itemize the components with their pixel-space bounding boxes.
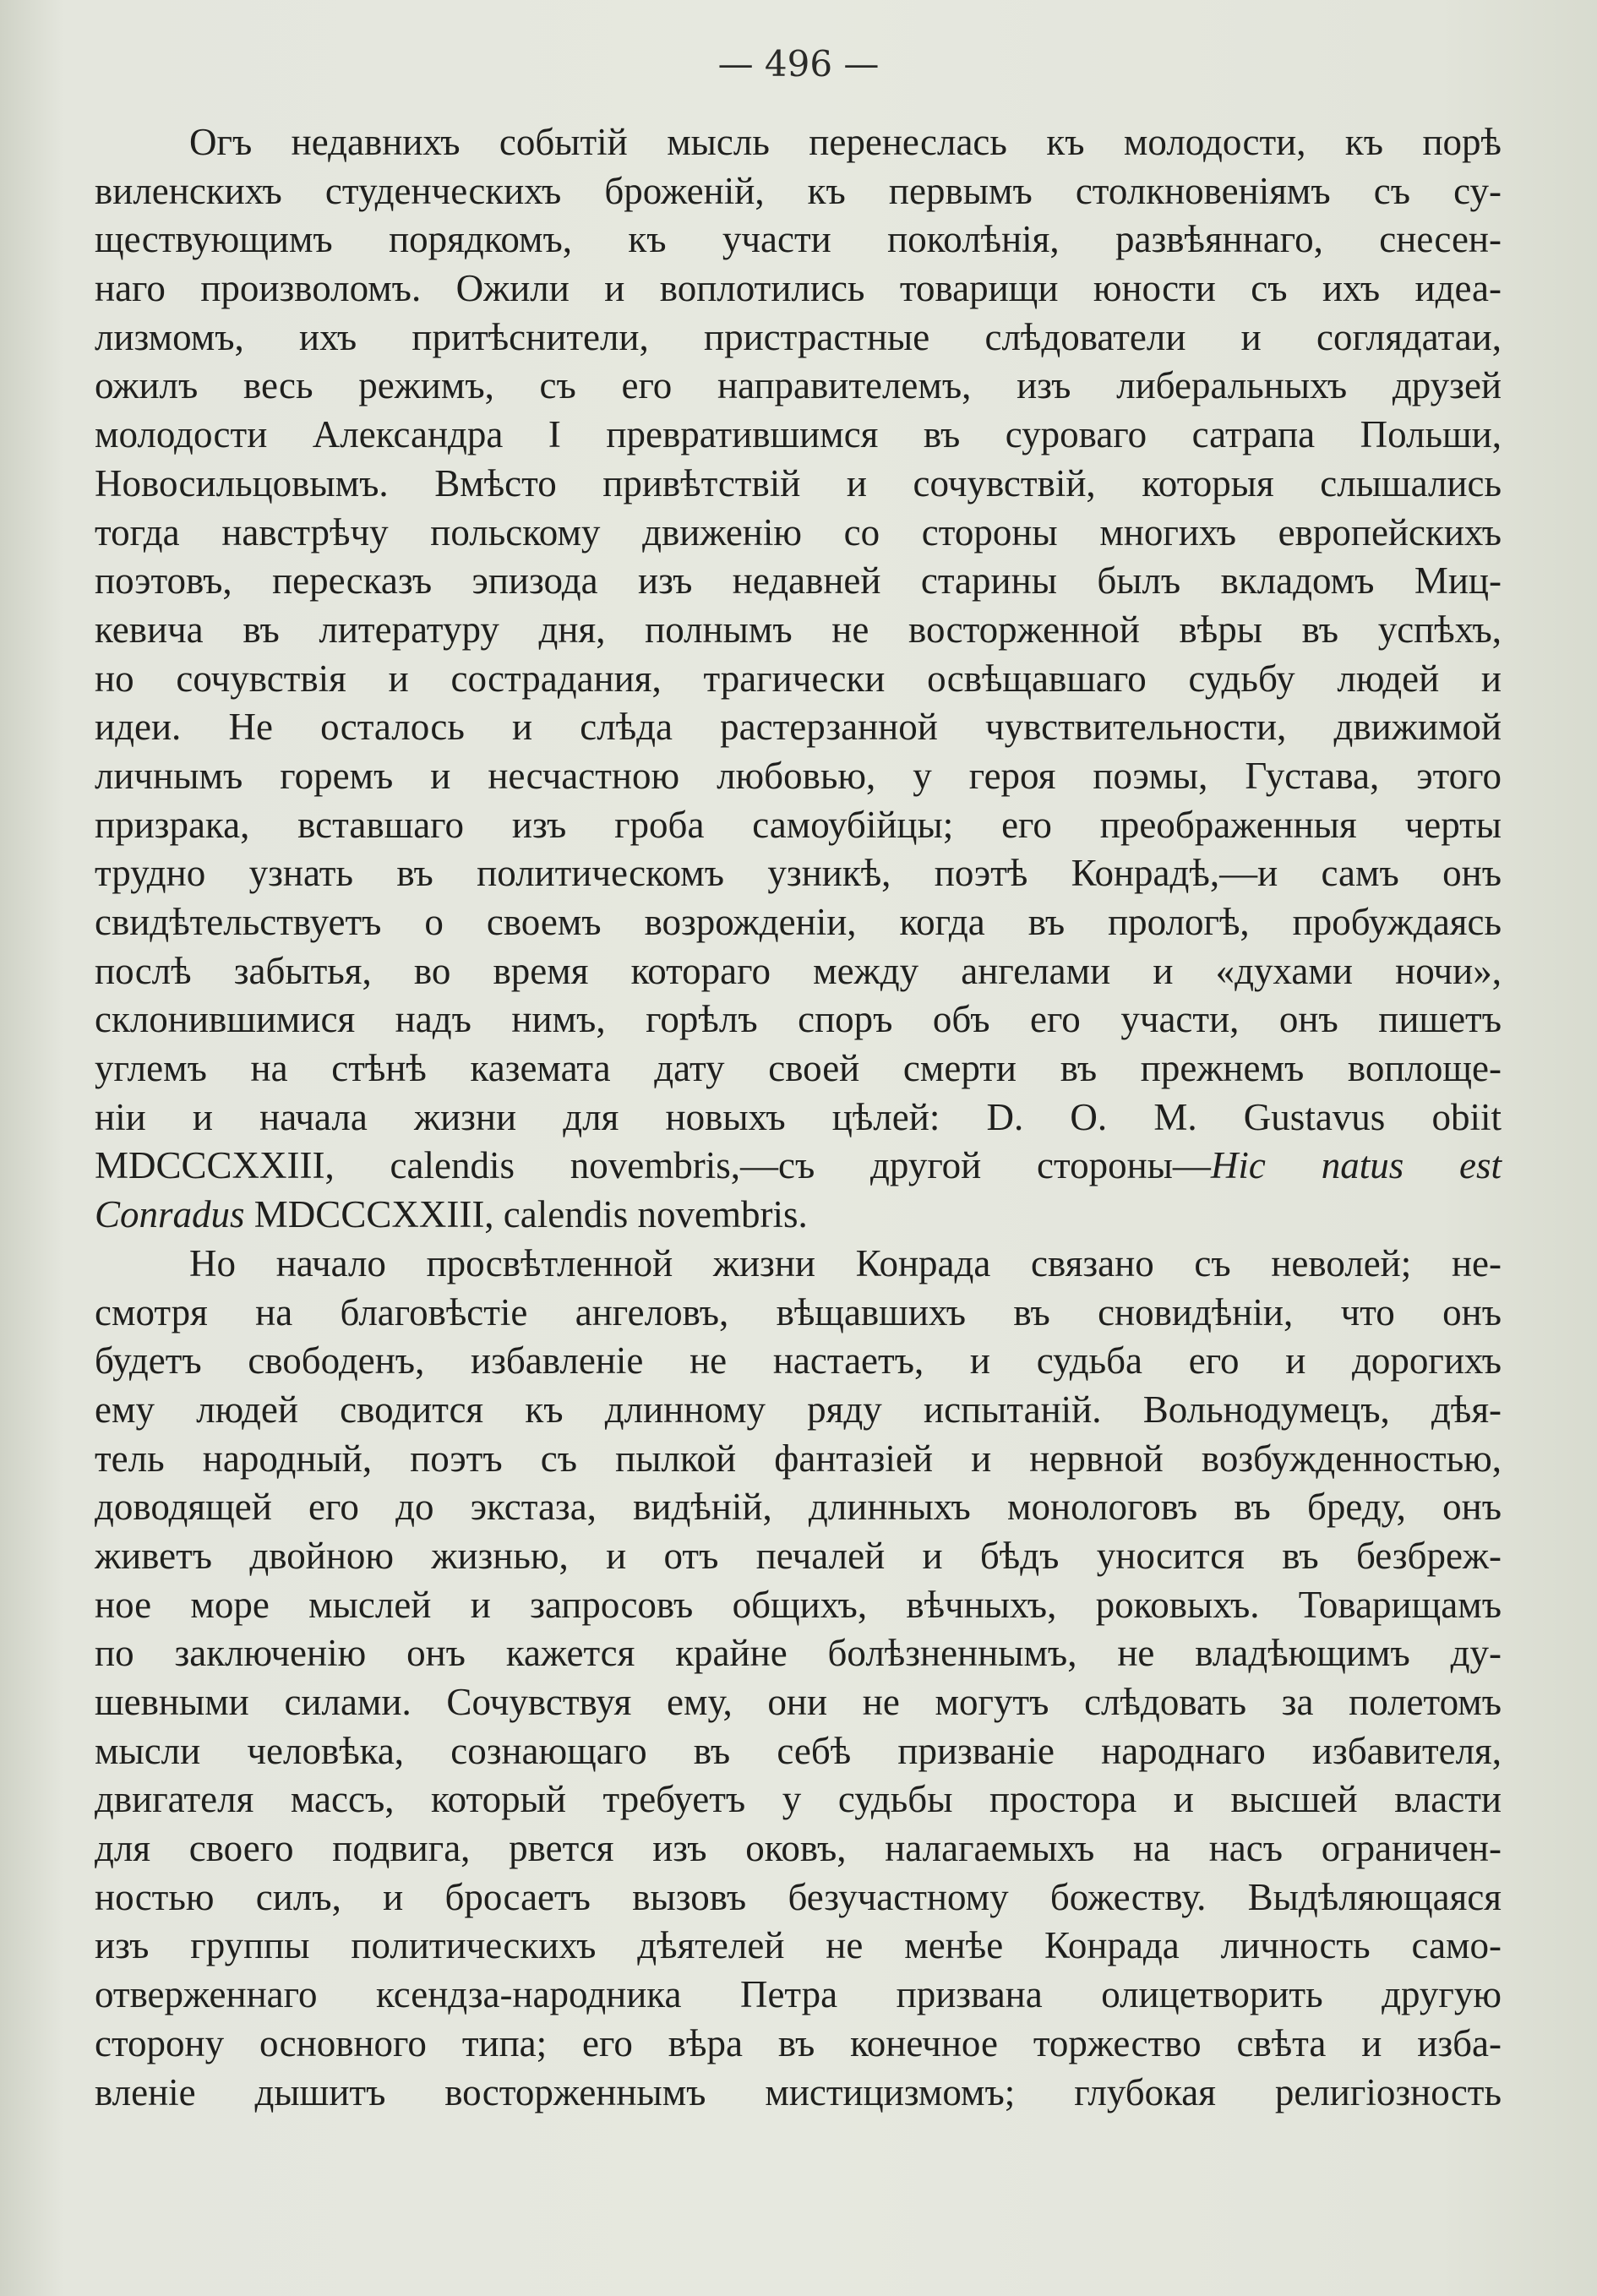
text-line: молодости Александра I превратившимся въ суроваго сатрапа Польши, — [95, 413, 1502, 456]
text-line: для своего подвига, рвется изъ оковъ, налагаемыхъ на насъ ограничен- — [95, 1827, 1502, 1870]
page-number: — 496 — — [717, 43, 880, 85]
paragraph-1 — [95, 118, 1502, 1240]
text-line: личнымъ горемъ и несчастною любовью, у героя поэмы, Густава, этого — [95, 754, 1502, 797]
text-line: вленіе дышитъ восторженнымъ мистицизмомъ; глубокая религіозность — [95, 2070, 1502, 2113]
text-line-tail: MDCCCXXIII, calendis novembris. — [244, 1193, 808, 1236]
text-line: отверженнаго ксендза-народника Петра призвана олицетворить другую — [95, 1973, 1502, 2016]
text-line: тогда навстрѣчу польскому движенію со стороны многихъ европейскихъ — [95, 510, 1502, 554]
italic-latin-phrase: Hic natus est — [1210, 1144, 1502, 1187]
text-line: склонившимися надъ нимъ, горѣлъ споръ объ его участи, онъ пишетъ — [95, 998, 1502, 1041]
text-line: Но начало просвѣтленной жизни Конрада связано съ неволей; не- — [189, 1241, 1502, 1284]
text-line: двигателя массъ, который требуетъ у судьбы простора и высшей власти — [95, 1778, 1502, 1821]
text-line: ожилъ весь режимъ, съ его направителемъ, изъ либеральныхъ друзей — [95, 364, 1502, 407]
text-line: трудно узнать въ политическомъ узникѣ, поэтѣ Конрадѣ,—и самъ онъ — [95, 852, 1502, 895]
text-line: изъ группы политическихъ дѣятелей не менѣе Конрада личность само- — [95, 1924, 1502, 1967]
text-line: но сочувствія и сострадания, трагически освѣщавшаго судьбу людей и — [95, 657, 1502, 700]
paragraph-2 — [95, 1240, 1502, 2117]
text-line: смотря на благовѣстіе ангеловъ, вѣщавшихъ въ сновидѣніи, что онъ — [95, 1290, 1502, 1333]
text-line: призрака, вставшаго изъ гроба самоубійцы; его преображенныя черты — [95, 803, 1502, 846]
text-line-with-italic — [95, 1142, 1502, 1191]
text-line: доводящей его до экстаза, видѣній, длинныхъ монологовъ въ бреду, онъ — [95, 1486, 1502, 1529]
text-line: по заключенію онъ кажется крайне болѣзненнымъ, не владѣющимъ ду- — [95, 1632, 1502, 1675]
text-line: тель народный, поэтъ съ пылкой фантазіей и нервной возбужденностью, — [95, 1437, 1502, 1480]
text-line: углемъ на стѣнѣ каземата дату своей смерти въ прежнемъ воплоще- — [95, 1047, 1502, 1090]
text-line: поэтовъ, пересказъ эпизода изъ недавней старины былъ вкладомъ Миц- — [95, 559, 1502, 603]
text-line-part: MDCCCXXIII, calendis novembris,—съ другой стороны— — [95, 1144, 1211, 1187]
text-line: ему людей сводится къ длинному ряду испытаній. Вольнодумецъ, дѣя- — [95, 1388, 1502, 1431]
text-line-with-italic — [95, 1191, 1502, 1240]
text-line: будетъ свободенъ, избавленіе не настаетъ, и судьба его и дорогихъ — [95, 1339, 1502, 1383]
text-line: ществующимъ порядкомъ, къ участи поколѣнія, развѣяннаго, снесен- — [95, 218, 1502, 261]
text-line: ніи и начала жизни для новыхъ цѣлей: D. O. M. Gustavus obiit — [95, 1095, 1502, 1138]
text-line: кевича въ литературу дня, полнымъ не восторженной вѣры въ успѣхъ, — [95, 608, 1502, 651]
text-line: послѣ забытья, во время котораго между ангелами и «духами ночи», — [95, 949, 1502, 992]
text-line: виленскихъ студенческихъ броженій, къ первымъ столкновеніямъ съ су- — [95, 169, 1502, 212]
text-line: идеи. Не осталось и слѣда растерзанной чувствительности, движимой — [95, 706, 1502, 749]
text-line: ностью силъ, и бросаетъ вызовъ безучастному божеству. Выдѣляющаяся — [95, 1875, 1502, 1918]
text-line: сторону основного типа; его вѣра въ конечное торжество свѣта и изба- — [95, 2021, 1502, 2064]
text-line: наго произволомъ. Ожили и воплотились товарищи юности съ ихъ идеа- — [95, 267, 1502, 310]
text-line: Новосильцовымъ. Вмѣсто привѣтствій и сочувствій, которыя слышались — [95, 461, 1502, 504]
italic-latin-word: Conradus — [95, 1193, 245, 1236]
text-line: живетъ двойною жизнью, и отъ печалей и бѣдъ уносится въ безбреж- — [95, 1534, 1502, 1577]
body-text — [95, 118, 1502, 2117]
text-line: мысли человѣка, сознающаго въ себѣ призваніе народнаго избавителя, — [95, 1729, 1502, 1772]
text-line: свидѣтельствуетъ о своемъ возрожденіи, когда въ прологѣ, пробуждаясь — [95, 901, 1502, 943]
text-line: ное море мыслей и запросовъ общихъ, вѣчныхъ, роковыхъ. Товарищамъ — [95, 1583, 1502, 1626]
text-line: шевными силами. Сочувствуя ему, они не могутъ слѣдовать за полетомъ — [95, 1681, 1502, 1723]
text-line: Огъ недавнихъ событій мысль перенеслась къ молодости, къ порѣ — [189, 121, 1502, 163]
text-line: лизмомъ, ихъ притѣснители, пристрастные слѣдователи и соглядатаи, — [95, 315, 1502, 358]
